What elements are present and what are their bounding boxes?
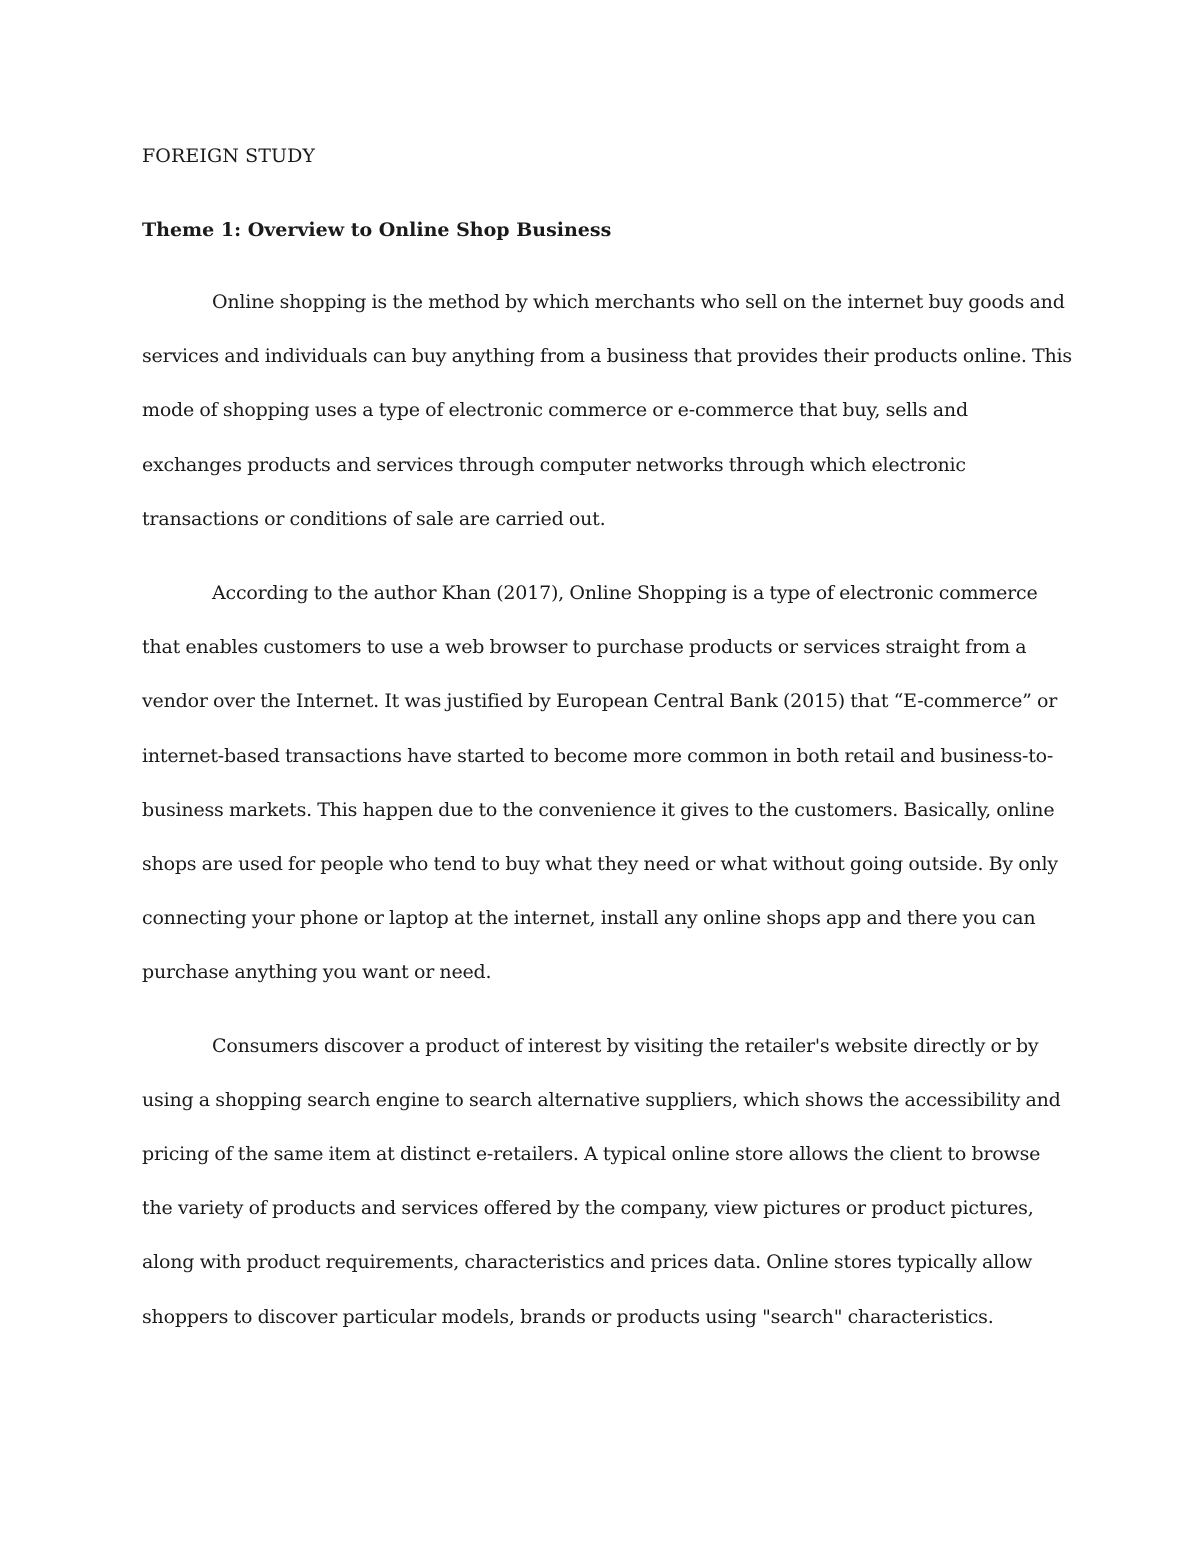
paragraph-definition: According to the author Khan (2017), Online Shopping is a type of electronic commerce that enables customers to use a web browser to purchase products or services straight from a vendor over the Internet. It was justified by European Central Bank (2015) that “E-commerce” or internet-based transactions have started to become more common in both retail and business-to-business markets. This happen due to the convenience it gives to the customers. Basically, online shops are used for people who tend to buy what they need or what without going outside. By only connecting your phone or laptop at the internet, install any online shops app and there you can purchase anything you want or need. [142, 582, 1058, 984]
section-label: FOREIGN STUDY [142, 145, 316, 167]
theme-heading: Theme 1: Overview to Online Shop Business [142, 219, 612, 241]
paragraph-overview: Online shopping is the method by which merchants who sell on the internet buy goods and services and individuals can buy anything from a business that provides their products online. This mode of shopping uses a type of electronic commerce or e-commerce that buy, sells and exchanges products and services through computer networks through which electronic transactions or conditions of sale are carried out. [142, 291, 1072, 530]
paragraph-consumer-discovery: Consumers discover a product of interest by visiting the retailer's website directly or by using a shopping search engine to search alternative suppliers, which shows the accessibility and pricing of the same item at distinct e-retailers. A typical online store allows the client to browse the variety of products and services offered by the company, view pictures or product pictures, along with product requirements, characteristics and prices data. Online stores typically allow shoppers to discover particular models, brands or products using "search" characteristics. [142, 1034, 1061, 1328]
document-body [142, 140, 1072, 1344]
